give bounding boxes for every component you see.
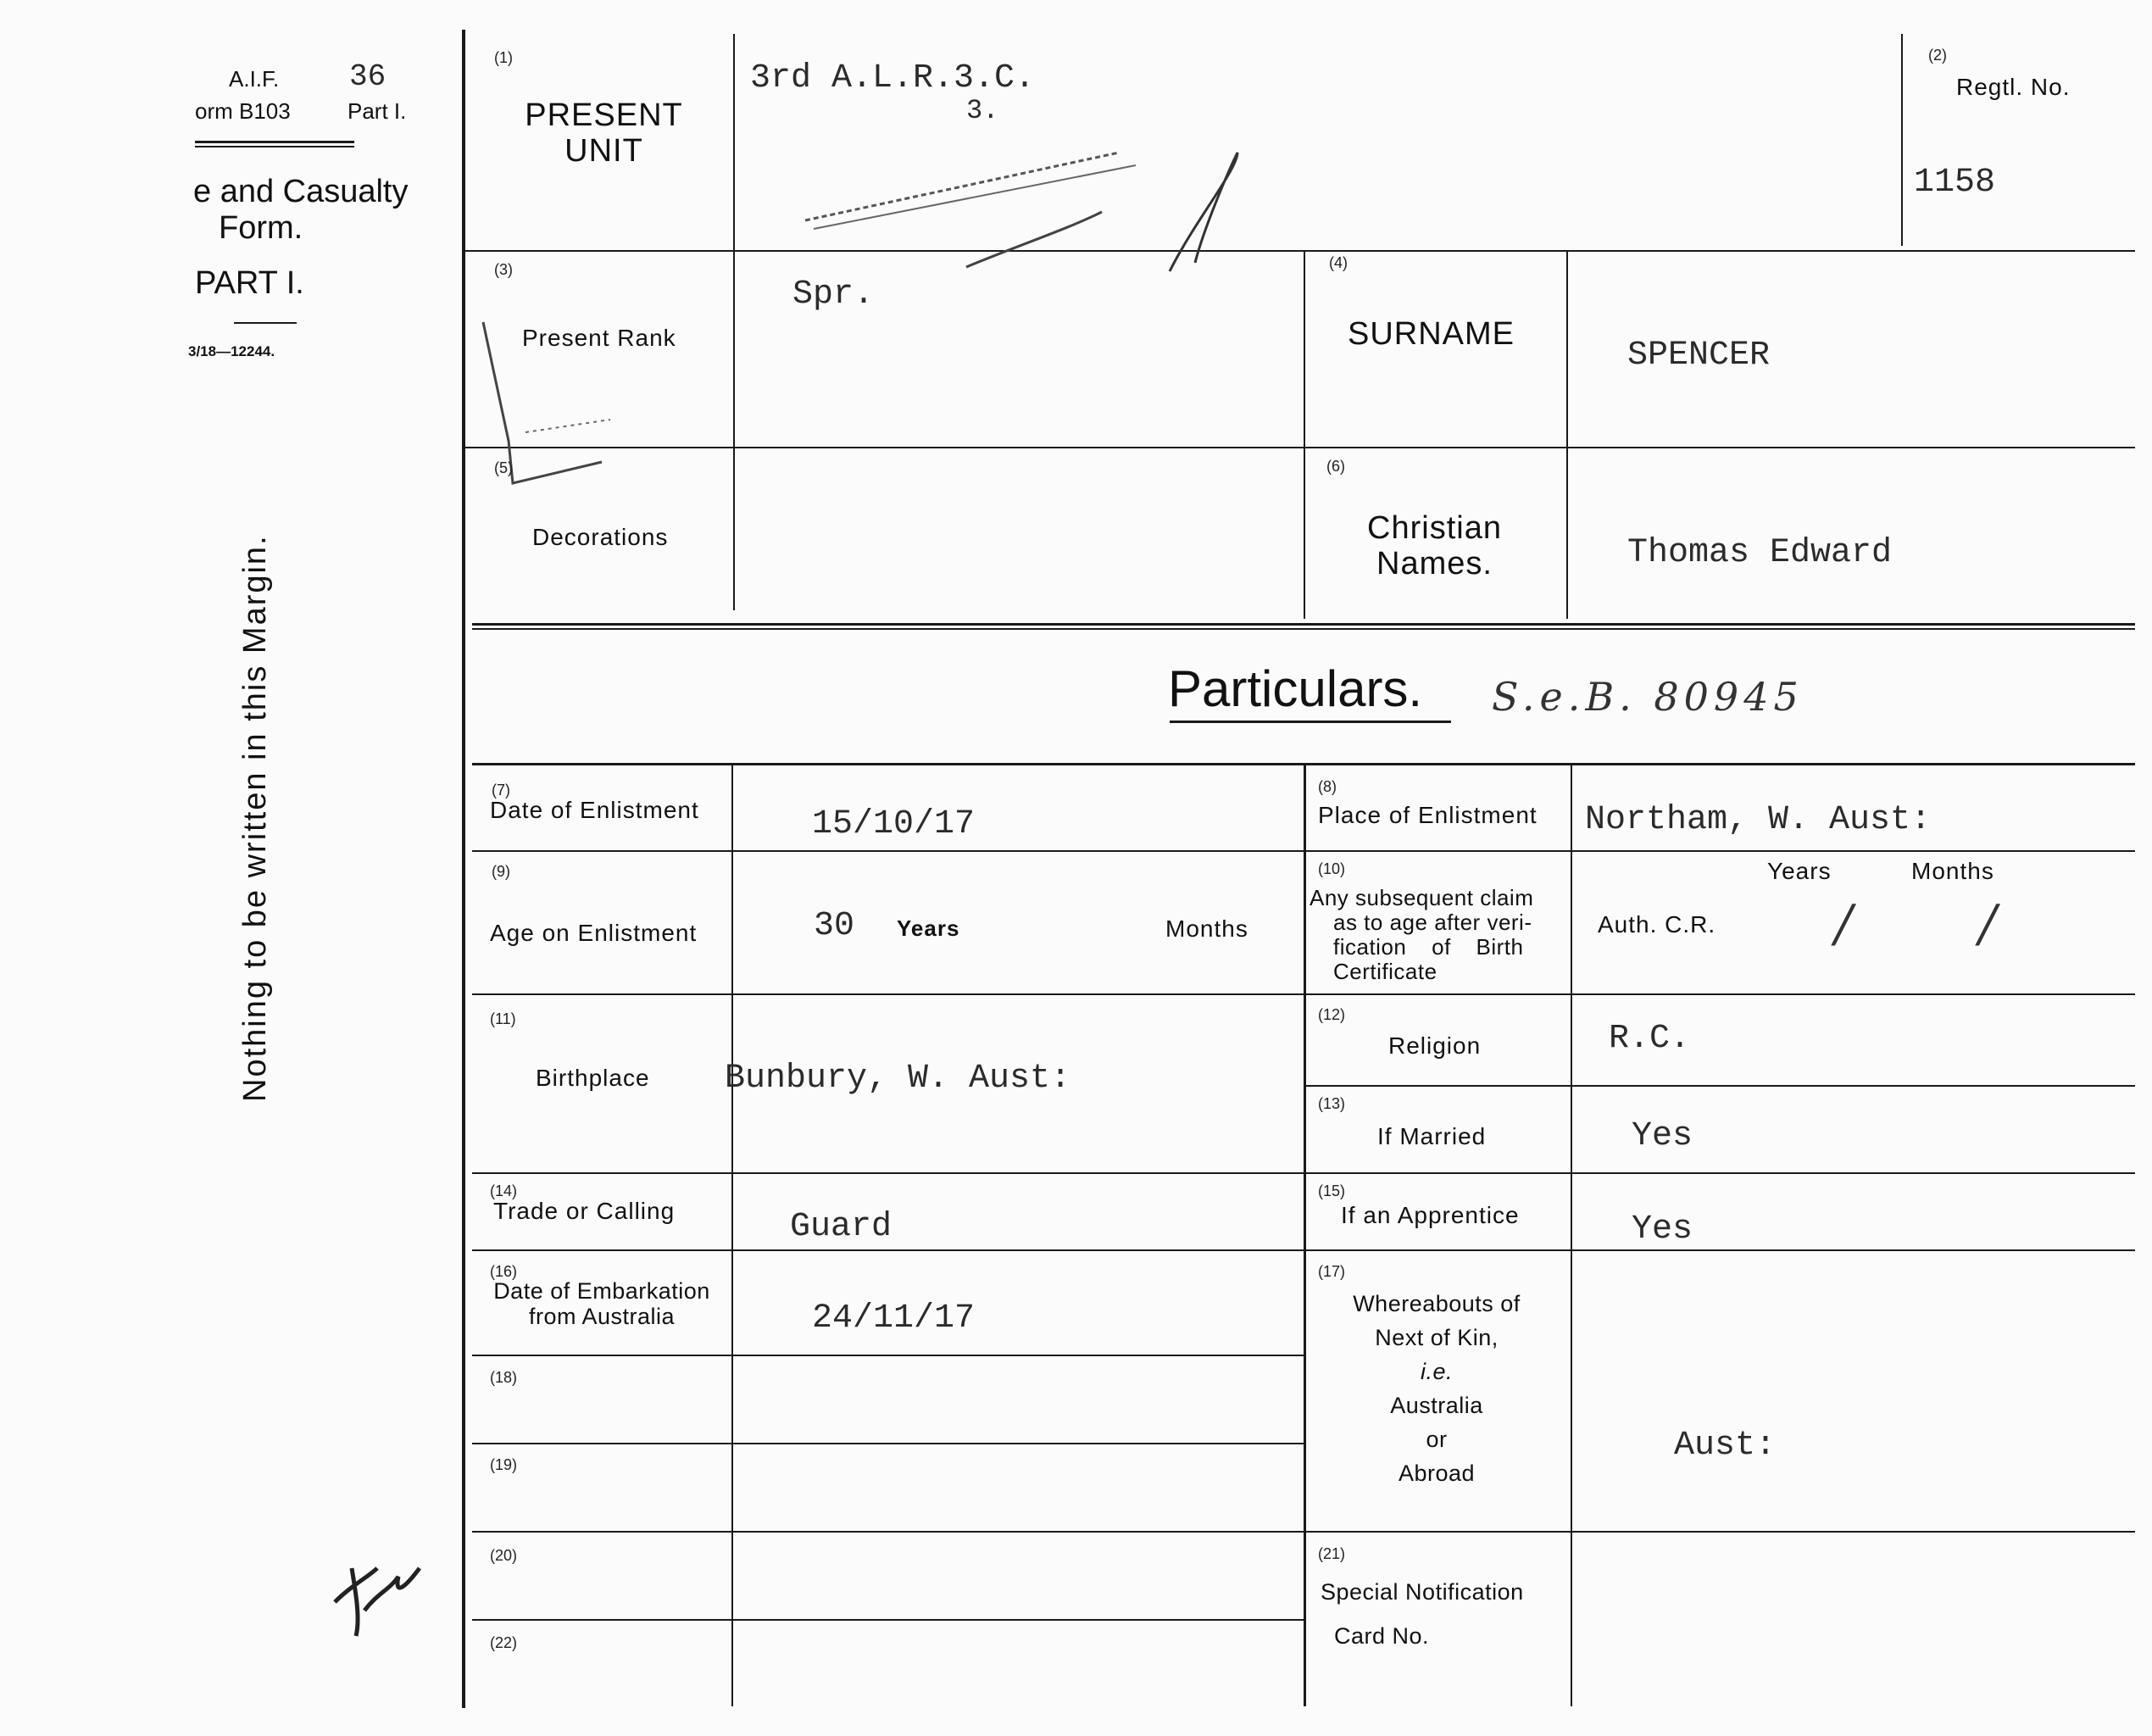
special-notification-label xyxy=(1321,1570,1575,1658)
field-14-number: (14) xyxy=(490,1182,518,1199)
surname-label: SURNAME xyxy=(1348,316,1515,352)
field-17-number: (17) xyxy=(1318,1263,1346,1280)
place-of-enlistment-label: Place of Enlistment xyxy=(1318,802,1538,828)
field-12-number: (12) xyxy=(1318,1006,1346,1023)
date-of-enlistment-value: 15/10/17 xyxy=(812,805,976,843)
trade-value: Guard xyxy=(790,1208,892,1246)
christian-names-value: Thomas Edward xyxy=(1627,534,1893,572)
age-on-enlistment-label: Age on Enlistment xyxy=(490,920,698,946)
next-of-kin-line6: Abroad xyxy=(1398,1461,1476,1486)
grid-line xyxy=(733,34,735,610)
subsequent-claim-line1: Any subsequent claim xyxy=(1310,885,1534,910)
field-6-number: (6) xyxy=(1326,458,1345,475)
grid-line xyxy=(472,1355,1304,1356)
grid-line xyxy=(1306,1085,2135,1087)
grid-line xyxy=(472,1619,1304,1621)
subsequent-claim-line3: fication of Birth xyxy=(1333,934,1524,960)
age-months-label: Months xyxy=(1165,915,1248,942)
present-rank-value: Spr. xyxy=(792,275,875,314)
grid-line xyxy=(472,1443,1304,1444)
next-of-kin-line3: i.e. xyxy=(1420,1359,1454,1384)
grid-line xyxy=(472,850,2135,852)
birthplace-value: Bunbury, W. Aust: xyxy=(725,1060,1071,1098)
grid-line xyxy=(1901,34,1903,246)
grid-line xyxy=(465,447,2135,448)
particulars-note: S.e.B. 80945 xyxy=(1492,674,1804,720)
apprentice-value: Yes xyxy=(1632,1210,1693,1249)
embarkation-label-line1: Date of Embarkation xyxy=(493,1278,710,1304)
religion-label: Religion xyxy=(1388,1032,1482,1059)
part-small: Part I. xyxy=(348,98,407,124)
religion-value: R.C. xyxy=(1609,1020,1691,1058)
next-of-kin-line4: Australia xyxy=(1390,1393,1483,1418)
trade-label: Trade or Calling xyxy=(493,1198,676,1224)
present-unit-label-line1: PRESENT xyxy=(525,97,683,133)
embarkation-value: 24/11/17 xyxy=(812,1299,976,1338)
claim-months-label: Months xyxy=(1911,858,1994,884)
auth-cr-label: Auth. C.R. xyxy=(1598,911,1716,938)
particulars-title: Particulars. xyxy=(1168,660,1423,717)
claim-years-label: Years xyxy=(1767,858,1832,884)
form-title-line2: Form. xyxy=(219,210,303,246)
subsequent-claim-label xyxy=(1310,886,1568,984)
next-of-kin-line5: or xyxy=(1426,1427,1448,1452)
surname-value: SPENCER xyxy=(1627,337,1771,375)
grid-line xyxy=(472,623,2135,626)
field-2-number: (2) xyxy=(1928,47,1947,64)
margin-note: Nothing to be written in this Margin. xyxy=(237,534,273,1102)
apprentice-label: If an Apprentice xyxy=(1341,1202,1520,1228)
grid-line xyxy=(1571,765,1572,1706)
regtl-no-label: Regtl. No. xyxy=(1956,74,2071,100)
field-8-number: (8) xyxy=(1318,778,1337,795)
claim-years-value: / xyxy=(1835,894,1853,954)
field-9-number: (9) xyxy=(492,863,510,880)
field-18-number: (18) xyxy=(490,1369,518,1386)
regtl-no-value: 1158 xyxy=(1914,164,1996,202)
age-years-value: 30 xyxy=(814,907,855,945)
field-13-number: (13) xyxy=(1318,1095,1346,1112)
christian-names-label xyxy=(1310,510,1560,581)
grid-line xyxy=(1304,765,1306,1706)
form-title-line1: e and Casualty xyxy=(193,174,409,209)
field-7-number: (7) xyxy=(492,782,510,798)
age-years-label: Years xyxy=(897,915,960,941)
field-15-number: (15) xyxy=(1318,1182,1346,1199)
grid-line xyxy=(472,1531,2135,1533)
form-number-handwritten: 36 xyxy=(349,59,386,94)
decorations-label: Decorations xyxy=(532,524,669,550)
field-16-number: (16) xyxy=(490,1263,518,1280)
next-of-kin-line2: Next of Kin, xyxy=(1375,1325,1499,1350)
field-11-number: (11) xyxy=(490,1010,516,1027)
grid-line xyxy=(472,993,2135,995)
field-19-number: (19) xyxy=(490,1456,518,1473)
grid-line xyxy=(472,1249,2135,1251)
particulars-underline xyxy=(1170,721,1451,723)
place-of-enlistment-value: Northam, W. Aust: xyxy=(1585,801,1932,839)
unit-crossing-scribble xyxy=(797,119,1305,288)
subsequent-claim-line2: as to age after veri- xyxy=(1333,910,1532,935)
header-rule xyxy=(195,141,354,143)
special-notification-line1: Special Notification xyxy=(1321,1579,1524,1605)
aif-label: A.I.F. xyxy=(229,66,280,92)
grid-line xyxy=(472,1172,2135,1174)
next-of-kin-label xyxy=(1310,1287,1564,1490)
header-rule-2 xyxy=(195,146,354,147)
field-3-number: (3) xyxy=(494,261,513,278)
present-unit-note: 3. xyxy=(966,95,999,126)
embarkation-label-line2: from Australia xyxy=(528,1304,676,1329)
next-of-kin-line1: Whereabouts of xyxy=(1353,1291,1521,1316)
present-unit-label xyxy=(483,97,725,169)
field-21-number: (21) xyxy=(1318,1545,1346,1562)
grid-line xyxy=(731,765,733,1706)
next-of-kin-value: Aust: xyxy=(1674,1427,1777,1465)
margin-line xyxy=(462,30,465,1708)
special-notification-line2: Card No. xyxy=(1334,1623,1430,1649)
field-10-number: (10) xyxy=(1318,860,1346,877)
birthplace-label: Birthplace xyxy=(536,1065,650,1091)
date-of-enlistment-label: Date of Enlistment xyxy=(490,797,699,823)
if-married-value: Yes xyxy=(1632,1117,1693,1155)
present-unit-value: 3rd A.L.R.3.C. xyxy=(750,59,1036,97)
part-title: PART I. xyxy=(195,265,304,301)
field-22-number: (22) xyxy=(490,1634,518,1651)
field-20-number: (20) xyxy=(490,1547,518,1564)
field-5-number: (5) xyxy=(494,459,513,476)
form-header xyxy=(186,59,466,381)
claim-months-value: / xyxy=(1979,894,1997,954)
grid-line xyxy=(472,628,2135,630)
christian-names-label-line1: Christian xyxy=(1367,510,1502,546)
print-code: 3/18—12244. xyxy=(188,343,275,359)
christian-names-label-line2: Names. xyxy=(1376,546,1493,581)
field-4-number: (4) xyxy=(1329,254,1348,271)
present-rank-label-text: Present Rank xyxy=(522,325,676,351)
margin-initials-mark xyxy=(326,1551,428,1644)
embarkation-label xyxy=(475,1278,729,1329)
subsequent-claim-line4: Certificate xyxy=(1333,959,1437,984)
if-married-label: If Married xyxy=(1377,1123,1487,1149)
field-1-number: (1) xyxy=(494,49,513,66)
grid-line xyxy=(1304,250,1305,619)
present-unit-label-line2: UNIT xyxy=(564,133,643,169)
grid-line xyxy=(1566,250,1568,619)
form-code: orm B103 xyxy=(195,98,291,124)
